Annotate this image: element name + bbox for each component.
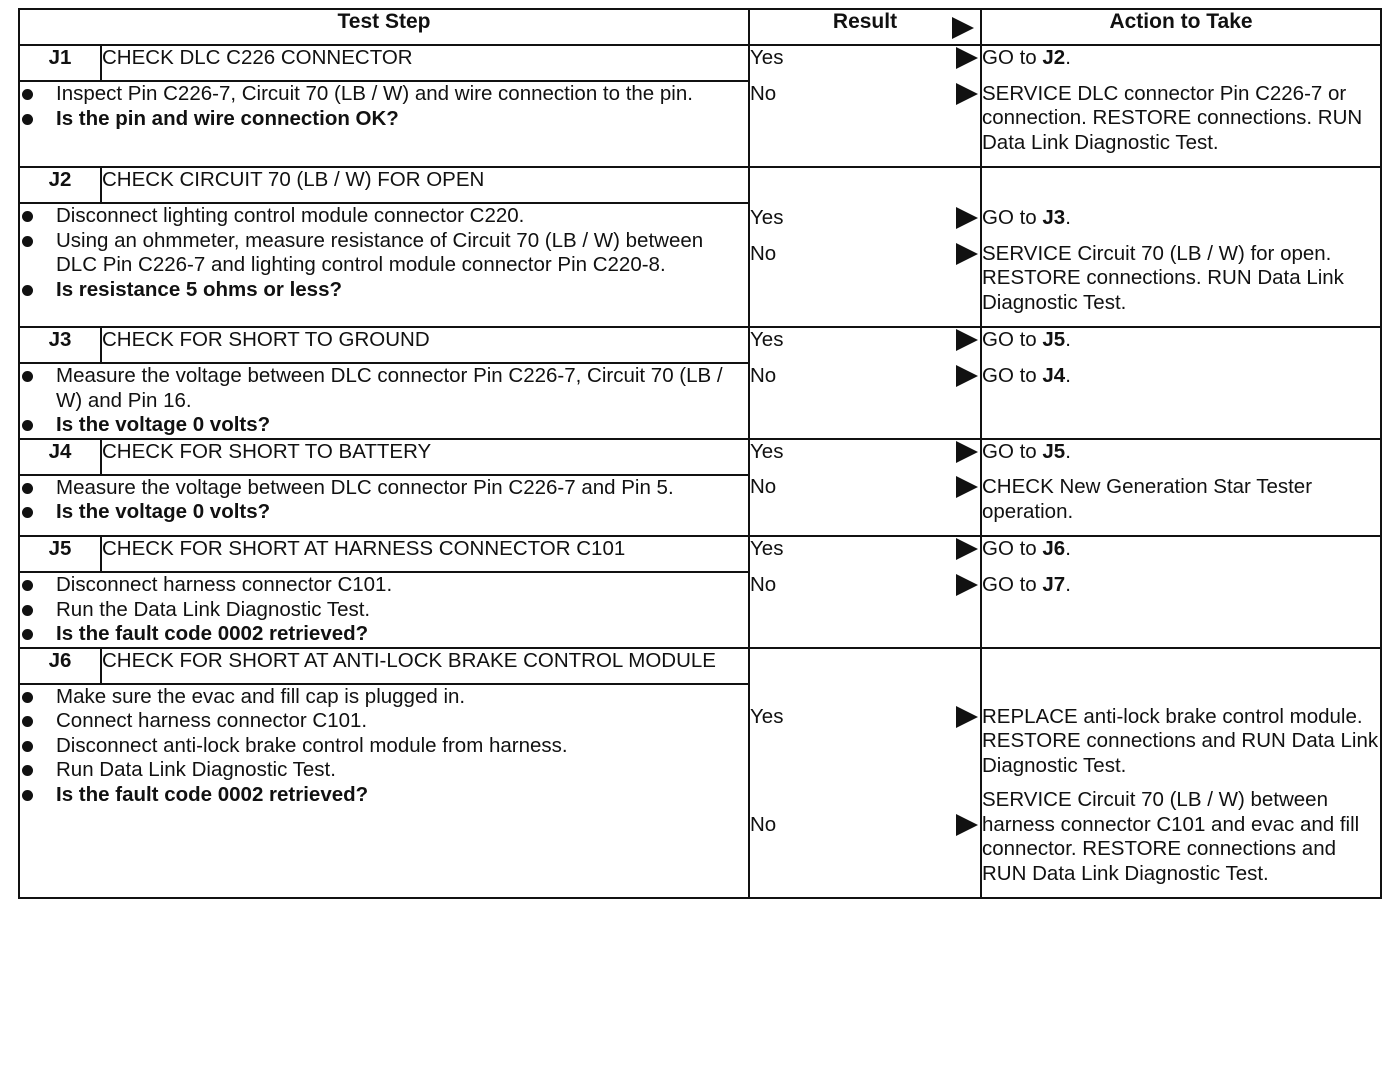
action-no-text: CHECK New Generation Star Tester operation. bbox=[982, 475, 1313, 523]
action-no bbox=[982, 475, 1380, 524]
action-yes bbox=[982, 46, 1380, 71]
steps-body bbox=[19, 45, 1381, 898]
step-title-row bbox=[19, 439, 1381, 475]
result-no-label: No bbox=[750, 363, 777, 387]
action-yes-text: GO to bbox=[982, 439, 1043, 463]
step-title-row bbox=[19, 167, 1381, 203]
action-cell bbox=[981, 327, 1381, 439]
step-body bbox=[19, 363, 749, 439]
step-bullet: Disconnect harness connector C101. bbox=[20, 573, 748, 598]
step-bullet: Is the fault code 0002 retrieved? bbox=[20, 622, 748, 647]
step-bullet-list bbox=[20, 364, 748, 438]
action-no-suffix: . bbox=[1065, 572, 1071, 596]
action-yes-target: J5 bbox=[1042, 439, 1066, 463]
action-cell bbox=[981, 439, 1381, 537]
result-yes-label: Yes bbox=[750, 537, 784, 560]
action-no bbox=[982, 573, 1380, 598]
result-yes-label: Yes bbox=[750, 328, 784, 351]
result-yes-label: Yes bbox=[750, 439, 784, 463]
step-title-row bbox=[19, 648, 1381, 684]
action-yes bbox=[982, 328, 1380, 353]
action-yes-suffix: . bbox=[1065, 46, 1071, 69]
step-bullet: Measure the voltage between DLC connector Pin C226-7 and Pin 5. bbox=[20, 476, 748, 501]
step-bullet: Is the voltage 0 volts? bbox=[20, 413, 748, 438]
result-yes-label: Yes bbox=[750, 206, 784, 229]
step-bullet: Run Data Link Diagnostic Test. bbox=[20, 758, 748, 783]
step-bullet-list bbox=[20, 685, 748, 808]
action-no bbox=[982, 242, 1380, 316]
action-no-text: SERVICE Circuit 70 (LB / W) for open. RESTORE connections. RUN Data Link Diagnostic Test. bbox=[982, 241, 1344, 314]
step-bullet-list bbox=[20, 476, 748, 525]
triangle-right-icon bbox=[956, 243, 978, 265]
step-bullet: Connect harness connector C101. bbox=[20, 709, 748, 734]
step-bullet: Is the pin and wire connection OK? bbox=[20, 107, 748, 132]
result-no bbox=[750, 242, 980, 267]
result-yes bbox=[750, 440, 980, 465]
step-title-row bbox=[19, 45, 1381, 81]
result-yes-label: Yes bbox=[750, 46, 784, 69]
step-bullet-list bbox=[20, 204, 748, 302]
step-id: J1 bbox=[19, 45, 101, 81]
result-yes bbox=[750, 46, 980, 71]
action-yes-target: J5 bbox=[1042, 328, 1066, 351]
step-title-row bbox=[19, 536, 1381, 572]
diagnostic-table bbox=[18, 8, 1382, 899]
result-no-label: No bbox=[750, 813, 777, 836]
triangle-right-icon bbox=[956, 441, 978, 463]
result-cell bbox=[749, 648, 981, 899]
step-body bbox=[19, 572, 749, 648]
step-title-row bbox=[19, 327, 1381, 363]
result-cell bbox=[749, 536, 981, 648]
diagnostic-document bbox=[18, 8, 1380, 899]
step-id: J2 bbox=[19, 167, 101, 203]
action-yes-suffix: . bbox=[1065, 439, 1071, 463]
action-yes-target: J3 bbox=[1042, 206, 1066, 229]
action-no-text: SERVICE DLC connector Pin C226-7 or connection. RESTORE connections. RUN Data Link Diagnostic Test. bbox=[982, 81, 1363, 154]
triangle-right-icon bbox=[956, 83, 978, 105]
step-bullet: Make sure the evac and fill cap is plugged in. bbox=[20, 685, 748, 710]
step-title: CHECK FOR SHORT TO GROUND bbox=[101, 327, 749, 363]
step-body bbox=[19, 203, 749, 327]
step-bullet: Using an ohmmeter, measure resistance of Circuit 70 (LB / W) between DLC Pin C226-7 and lighting control module connector Pin C220-8. bbox=[20, 229, 748, 278]
result-no bbox=[750, 813, 980, 838]
result-no-label: No bbox=[750, 81, 777, 105]
action-no-target: J7 bbox=[1042, 572, 1066, 596]
action-no bbox=[982, 82, 1380, 156]
action-header: Action to Take bbox=[981, 9, 1381, 45]
step-body bbox=[19, 81, 749, 167]
triangle-right-icon bbox=[956, 476, 978, 498]
action-yes-suffix: . bbox=[1065, 537, 1071, 560]
triangle-right-icon bbox=[956, 329, 978, 351]
action-cell bbox=[981, 167, 1381, 327]
action-yes-text: GO to bbox=[982, 46, 1043, 69]
action-yes-suffix: . bbox=[1065, 328, 1071, 351]
action-yes-text: GO to bbox=[982, 537, 1043, 560]
action-no-text: GO to bbox=[982, 363, 1043, 387]
step-bullet: Inspect Pin C226-7, Circuit 70 (LB / W) and wire connection to the pin. bbox=[20, 82, 748, 107]
action-yes bbox=[982, 537, 1380, 562]
result-no bbox=[750, 475, 980, 500]
result-yes bbox=[750, 537, 980, 562]
step-id: J4 bbox=[19, 439, 101, 475]
triangle-right-icon bbox=[956, 47, 978, 69]
action-cell bbox=[981, 45, 1381, 167]
step-id: J6 bbox=[19, 648, 101, 684]
action-yes bbox=[982, 440, 1380, 465]
step-body bbox=[19, 475, 749, 537]
triangle-right-icon bbox=[956, 814, 978, 836]
result-no bbox=[750, 573, 980, 598]
result-no-label: No bbox=[750, 475, 777, 498]
step-title: CHECK FOR SHORT TO BATTERY bbox=[101, 439, 749, 475]
result-header-label: Result bbox=[832, 10, 898, 33]
step-title: CHECK FOR SHORT AT ANTI-LOCK BRAKE CONTROL MODULE bbox=[101, 648, 749, 684]
step-bullet: Is the fault code 0002 retrieved? bbox=[20, 783, 748, 808]
result-yes bbox=[750, 206, 980, 231]
action-no-text: GO to bbox=[982, 572, 1043, 596]
step-bullet: Disconnect anti-lock brake control module from harness. bbox=[20, 734, 748, 759]
step-id: J5 bbox=[19, 536, 101, 572]
action-no bbox=[982, 364, 1380, 389]
step-body bbox=[19, 684, 749, 899]
action-yes-text: GO to bbox=[982, 328, 1043, 351]
step-id: J3 bbox=[19, 327, 101, 363]
result-yes-label: Yes bbox=[750, 704, 784, 728]
triangle-right-icon bbox=[956, 207, 978, 229]
result-cell bbox=[749, 439, 981, 537]
result-no bbox=[750, 82, 980, 107]
action-no-target: J4 bbox=[1042, 363, 1066, 387]
result-cell bbox=[749, 167, 981, 327]
step-bullet: Disconnect lighting control module connector C220. bbox=[20, 204, 748, 229]
action-cell bbox=[981, 648, 1381, 899]
result-yes bbox=[750, 328, 980, 353]
step-bullet-list bbox=[20, 573, 748, 647]
triangle-right-icon bbox=[956, 574, 978, 596]
step-title: CHECK FOR SHORT AT HARNESS CONNECTOR C101 bbox=[101, 536, 749, 572]
step-bullet: Is resistance 5 ohms or less? bbox=[20, 278, 748, 303]
triangle-right-icon bbox=[956, 706, 978, 728]
action-cell bbox=[981, 536, 1381, 648]
step-bullet-list bbox=[20, 82, 748, 131]
action-yes-text: REPLACE anti-lock brake control module. RESTORE connections and RUN Data Link Diagnostic Test. bbox=[982, 704, 1379, 777]
result-cell bbox=[749, 327, 981, 439]
step-bullet: Measure the voltage between DLC connector Pin C226-7, Circuit 70 (LB / W) and Pin 16. bbox=[20, 364, 748, 413]
step-title: CHECK CIRCUIT 70 (LB / W) FOR OPEN bbox=[101, 167, 749, 203]
result-yes bbox=[750, 705, 980, 730]
step-bullet: Is the voltage 0 volts? bbox=[20, 500, 748, 525]
result-no-label: No bbox=[750, 241, 777, 265]
step-title: CHECK DLC C226 CONNECTOR bbox=[101, 45, 749, 81]
result-no bbox=[750, 364, 980, 389]
test-step-header: Test Step bbox=[19, 9, 749, 45]
action-yes bbox=[982, 206, 1380, 231]
action-yes-target: J2 bbox=[1042, 46, 1066, 69]
step-bullet: Run the Data Link Diagnostic Test. bbox=[20, 598, 748, 623]
action-yes bbox=[982, 705, 1380, 779]
triangle-right-icon bbox=[952, 17, 974, 39]
table-header-row bbox=[19, 9, 1381, 45]
triangle-right-icon bbox=[956, 538, 978, 560]
triangle-right-icon bbox=[956, 365, 978, 387]
result-no-label: No bbox=[750, 572, 777, 596]
result-cell bbox=[749, 45, 981, 167]
action-no bbox=[982, 788, 1380, 886]
action-yes-target: J6 bbox=[1042, 537, 1066, 560]
action-yes-text: GO to bbox=[982, 206, 1043, 229]
action-no-suffix: . bbox=[1065, 363, 1071, 387]
action-no-text: SERVICE Circuit 70 (LB / W) between harness connector C101 and evac and fill connector. RESTORE connections and RUN Data Link Diagnostic Test. bbox=[982, 788, 1360, 885]
result-header bbox=[749, 9, 981, 45]
action-yes-suffix: . bbox=[1065, 206, 1071, 229]
